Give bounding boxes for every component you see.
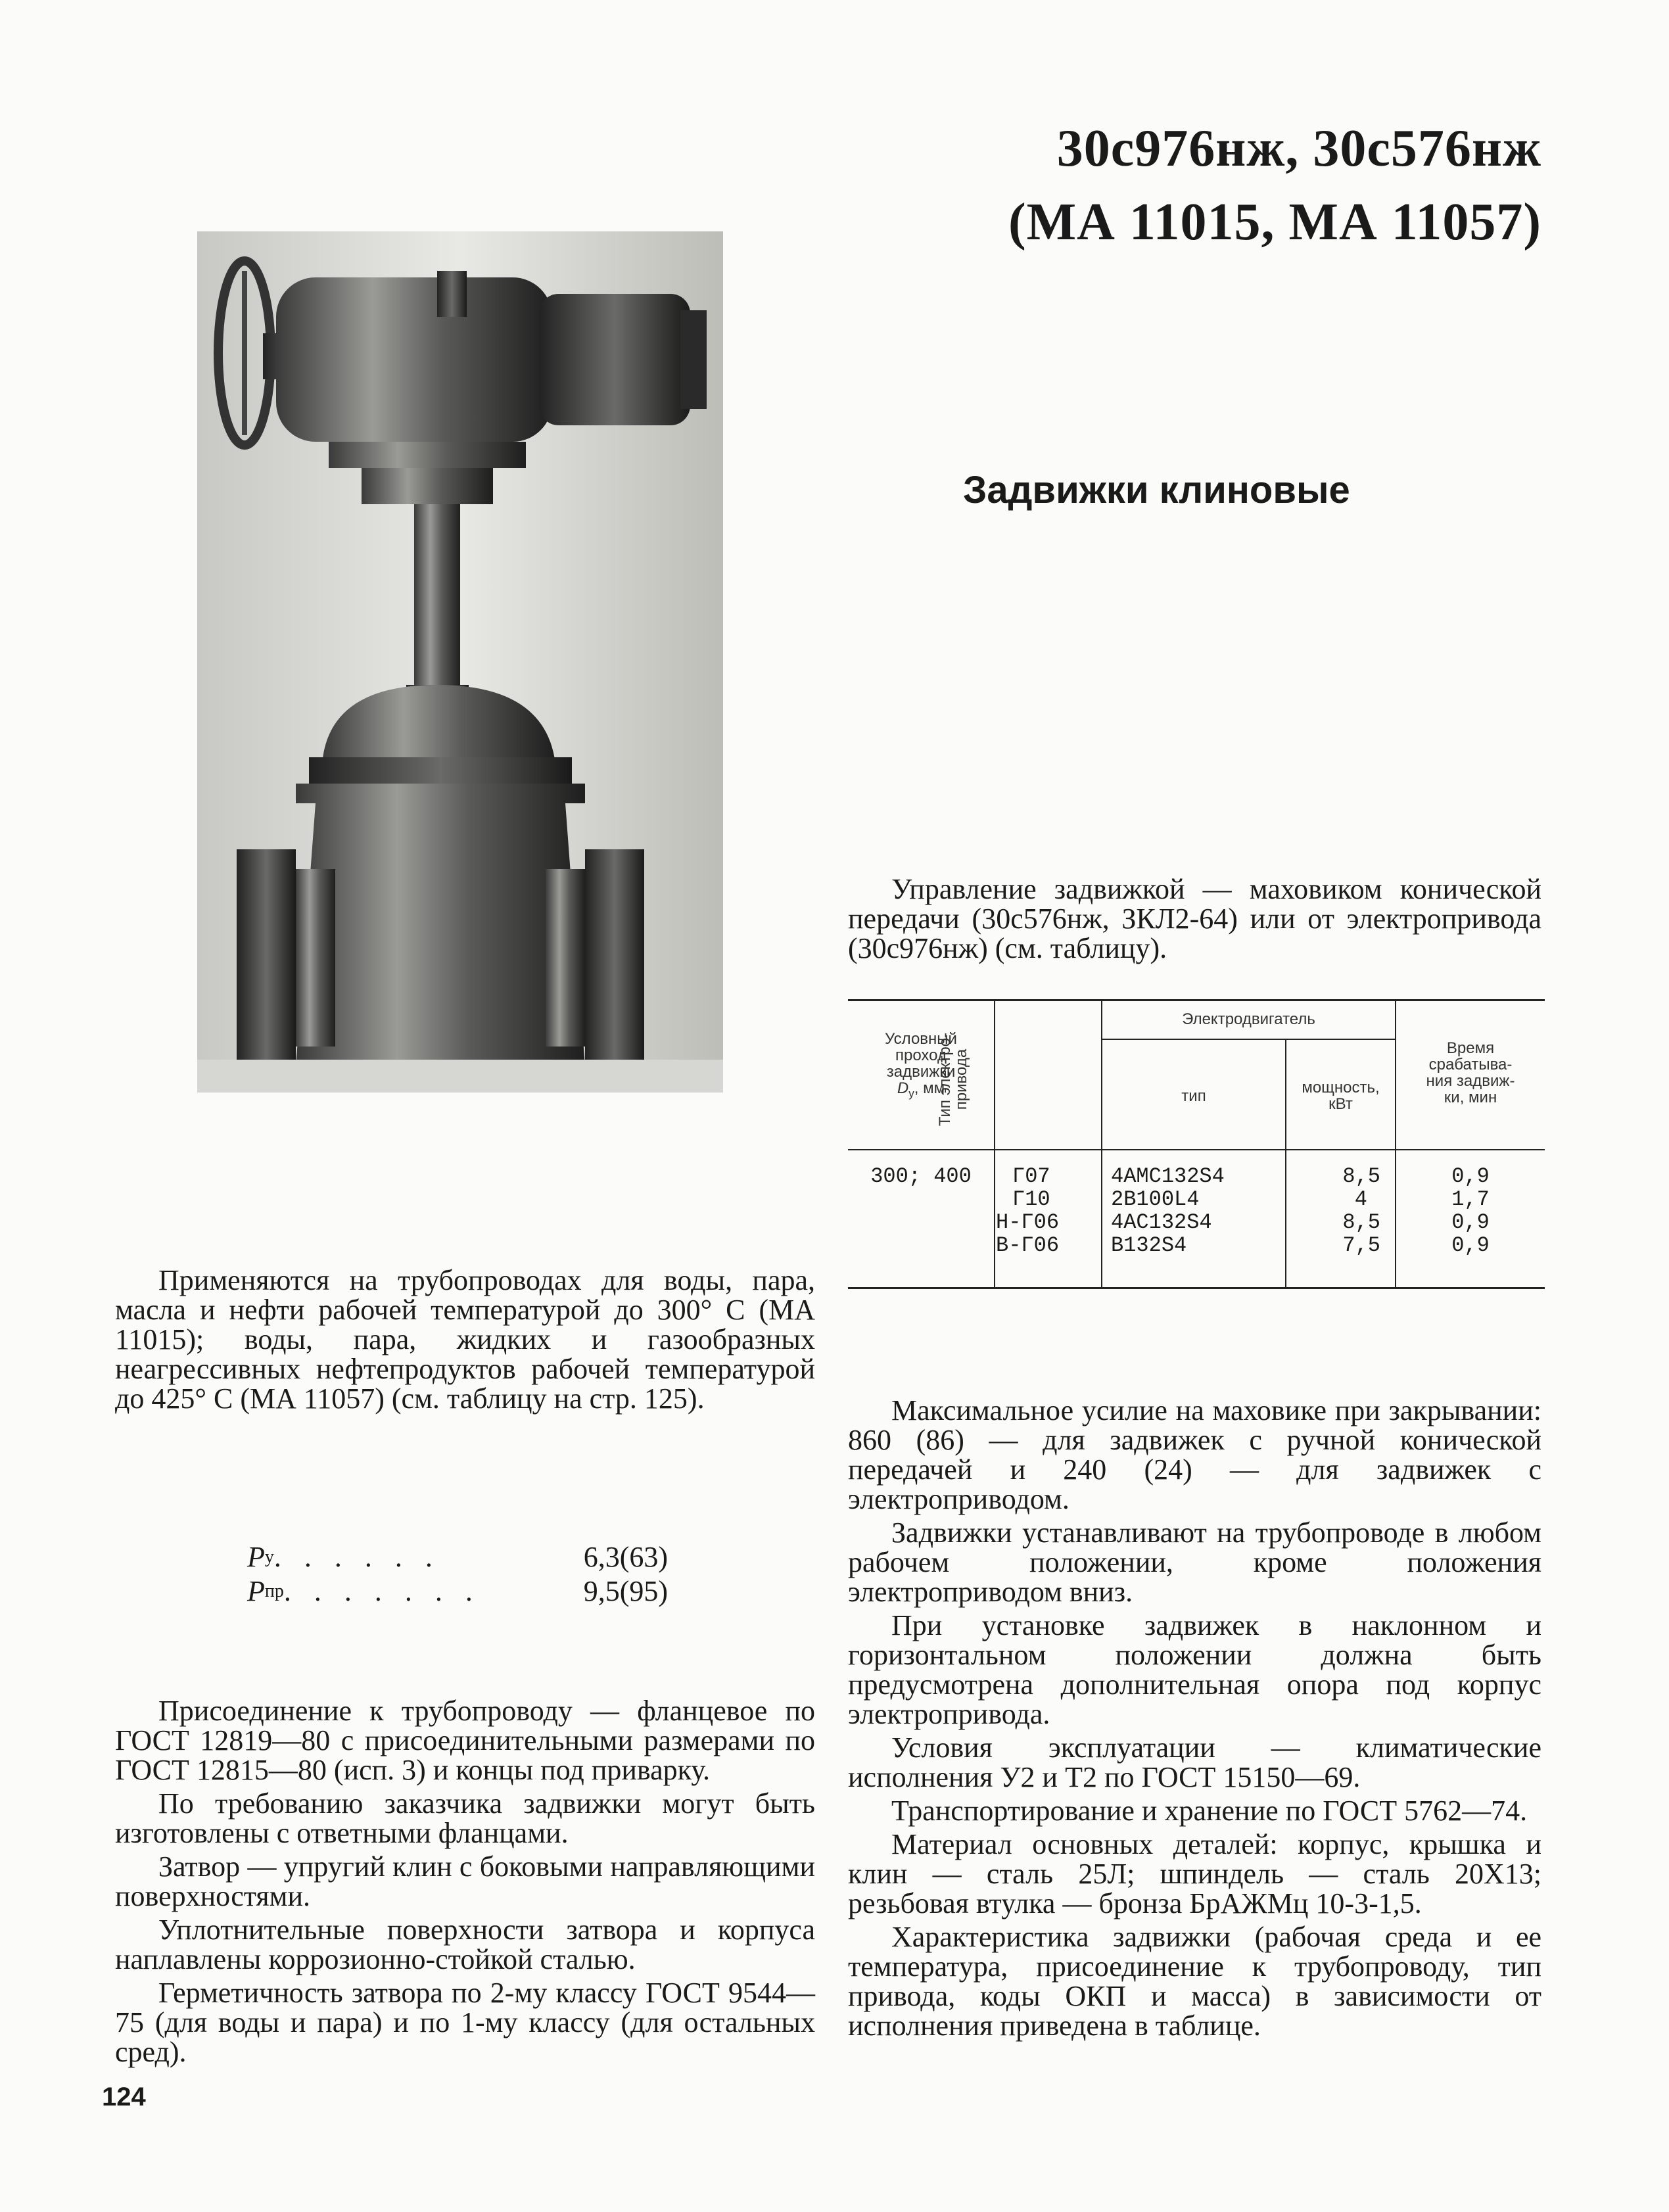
header-text: срабатыва- (1428, 1056, 1513, 1073)
cell-time: 0,9 (1451, 1210, 1490, 1235)
header-text: мощность, (1302, 1079, 1380, 1096)
header-text: задвижки (886, 1063, 956, 1081)
header-unit: , мм (914, 1079, 945, 1097)
paragraph: По требованию заказчика задвижки могут быть изготовлены с ответными фланцами. (115, 1787, 815, 1849)
gate-valve-image (197, 231, 723, 1093)
section-subtitle: Задвижки клиновые (963, 469, 1350, 511)
cell-nominal-bore: 300; 400 (870, 1164, 972, 1188)
pressure-label: P (247, 1541, 265, 1573)
header-text: кВт (1328, 1095, 1353, 1113)
header-motor-power (1286, 1079, 1395, 1112)
pressure-label: P (247, 1575, 265, 1607)
header-motor: Электродвигатель (1182, 1010, 1315, 1028)
cell-motor: 4АМС132S4 (1111, 1164, 1225, 1188)
document-title (881, 112, 1541, 259)
paragraph: Задвижки устанавливают на трубопроводе в любом рабочем положении, кроме положения электроприводом вниз. (848, 1517, 1541, 1608)
pressure-row-test (247, 1574, 668, 1609)
control-text: Управление задвижкой — маховиком конической передачи (30с576нж, ЗКЛ2-64) или от электропривода (30с976нж) (см. таблицу). (848, 873, 1541, 964)
cell-power: 7,5 (1342, 1233, 1380, 1258)
header-text: ния задвиж- (1426, 1072, 1515, 1090)
header-text: проход (895, 1047, 947, 1064)
intro-paragraph (115, 1265, 815, 1417)
header-motor-type: тип (1181, 1087, 1206, 1105)
paragraph: Затвор — упругий клин с боковыми направляющими поверхностями. (115, 1850, 815, 1912)
control-paragraph (848, 874, 1541, 967)
page-number: 124 (102, 2083, 146, 2111)
paragraph: Транспортирование и хранение по ГОСТ 5762—74. (891, 1795, 1528, 1827)
pressure-sub: у (264, 1547, 274, 1567)
header-sub: у (908, 1087, 914, 1100)
cell-motor: 2В100L4 (1111, 1187, 1200, 1212)
cell-time: 0,9 (1451, 1233, 1490, 1258)
cell-motor: В132S4 (1111, 1233, 1187, 1258)
cell-drive: Н-Г06 (996, 1210, 1060, 1235)
header-symbol: D (897, 1079, 909, 1097)
pressure-value: 6,3(63) (583, 1541, 668, 1573)
cell-time: 0,9 (1451, 1164, 1490, 1188)
header-text: Условный (885, 1030, 957, 1048)
pressure-list (247, 1540, 668, 1609)
pressure-row-nominal (247, 1540, 668, 1574)
header-text: Время (1446, 1039, 1495, 1057)
cell-drive: В-Г06 (996, 1233, 1060, 1258)
paragraph: Герметичность затвора по 2-му классу ГОСТ 9544—75 (для воды и пара) и по 1-му классу (для остальных сред). (115, 1977, 815, 2068)
cell-power: 8,5 (1342, 1164, 1380, 1188)
header-text: ки, мин (1444, 1089, 1497, 1106)
valve-photo (197, 231, 723, 1093)
header-text: привода (952, 1048, 970, 1110)
header-drive-type (937, 1006, 972, 1153)
paragraph: Условия эксплуатации — климатические исполнения У2 и Т2 по ГОСТ 15150—69. (848, 1731, 1541, 1793)
pressure-value: 9,5(95) (583, 1575, 668, 1607)
header-operating-time (1396, 1040, 1545, 1106)
model-line: 30с976нж, 30с576нж (1056, 120, 1541, 177)
paragraph: Присоединение к трубопроводу — фланцевое по ГОСТ 12819—80 с присоединительными размерами по ГОСТ 12815—80 (исп. 3) и концы под приварку. (115, 1695, 815, 1786)
paragraph: Максимальное усилие на маховике при закрывании: 860 (86) — для задвижек с ручной конической передачей и 240 (24) — для задвижек с электроприводом. (848, 1394, 1541, 1515)
cell-time: 1,7 (1451, 1187, 1490, 1212)
leader-dots: . . . . . . . (283, 1575, 481, 1607)
paragraph: Материал основных деталей: корпус, крышка и клин — сталь 25Л; шпиндель — сталь 20Х13; резьбовая втулка — бронза БрАЖМц 10-3-1,5. (848, 1828, 1541, 1919)
cell-drive: Г10 (1012, 1187, 1050, 1212)
cell-motor: 4АС132S4 (1111, 1210, 1212, 1235)
paragraph: Характеристика задвижки (рабочая среда и ее температура, присоединение к трубопроводу, тип привода, коды ОКП и масса) в зависимости от исполнения приведена в таблице. (848, 1921, 1541, 2042)
header-text: Тип электро- (936, 1032, 954, 1127)
code-line: (МА 11015, МА 11057) (1008, 193, 1541, 251)
leader-dots: . . . . . . (273, 1541, 440, 1573)
cell-drive: Г07 (1012, 1164, 1050, 1188)
paragraph: При установке задвижек в наклонном и горизонтальном положении должна быть предусмотрена дополнительная опора под корпус электропривода. (848, 1609, 1541, 1730)
left-body-text (115, 1696, 815, 2071)
intro-text: Применяются на трубопроводах для воды, пара, масла и нефти рабочей температурой до 300° С (МА 11015); воды, пара, жидких и газообразных неагрессивных нефтепродуктов рабочей температурой до 425° С (МА 11057) (см. таблицу на стр. 125). (115, 1264, 815, 1415)
drive-table (848, 999, 1545, 1288)
cell-power: 8,5 (1342, 1210, 1380, 1235)
right-body-text (848, 1396, 1541, 2044)
cell-power: 4 (1354, 1187, 1367, 1212)
pressure-sub: пр (264, 1581, 284, 1601)
paragraph: Уплотнительные поверхности затвора и корпуса наплавлены коррозионно-стойкой сталью. (115, 1914, 815, 1975)
